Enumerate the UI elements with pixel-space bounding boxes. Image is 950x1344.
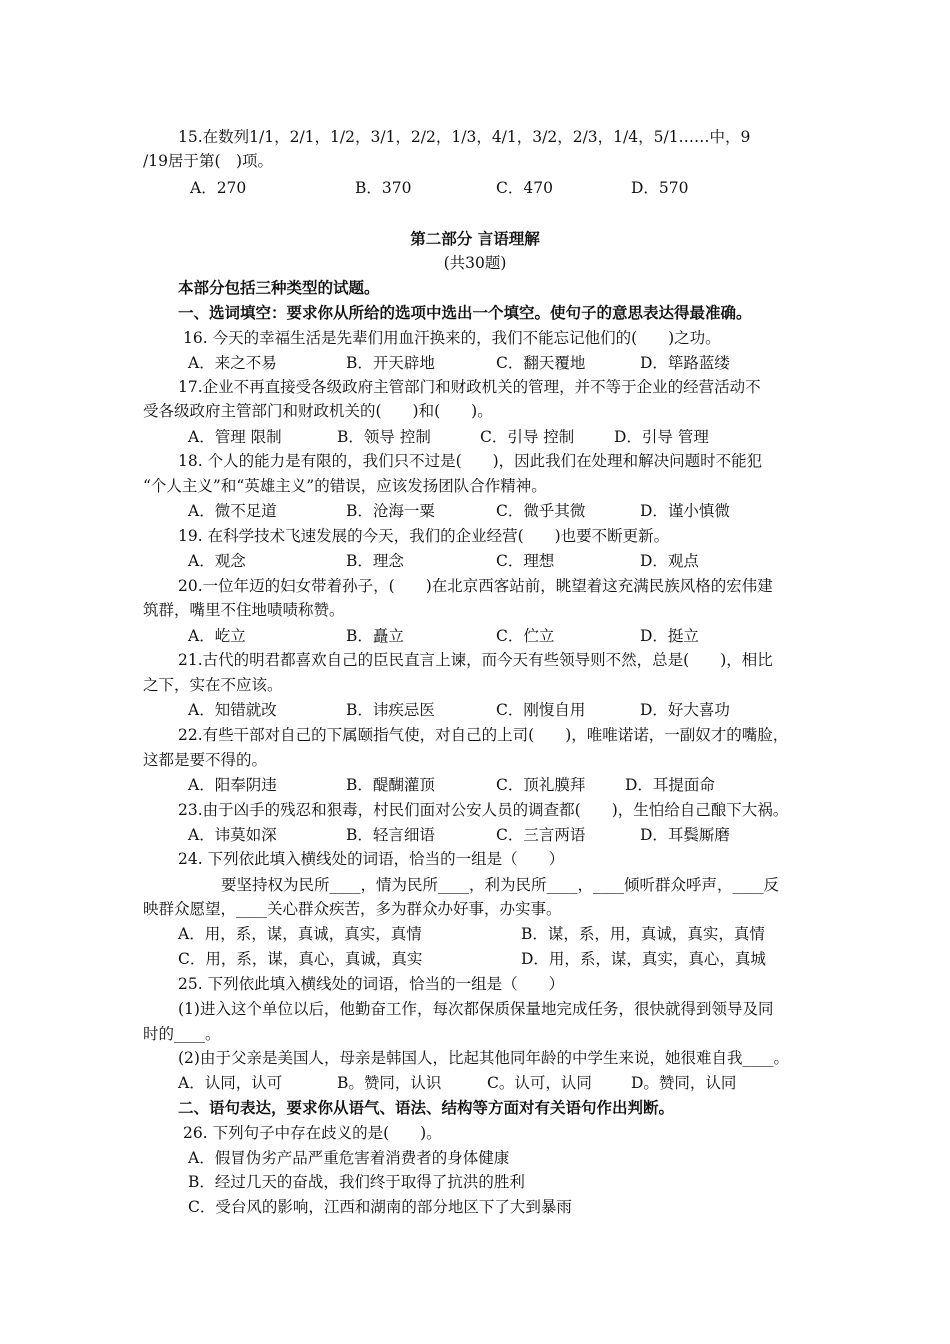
q21-line2: 之下，实在不应该。 — [143, 676, 283, 694]
q22-option-c: C．顶礼膜拜 — [496, 776, 586, 794]
q18-option-d: D．谨小慎微 — [640, 502, 730, 520]
q18-line2: “个人主义”和“英雄主义”的错误，应该发扬团队合作精神。 — [143, 477, 547, 495]
q15-option-d: D．570 — [631, 179, 689, 197]
section-intro: 本部分包括三种类型的试题。 — [178, 278, 380, 297]
q17-option-c: C．引导 控制 — [480, 428, 575, 446]
q23-option-a: A．讳莫如深 — [188, 826, 277, 844]
q25-stem: 25. 下列依此填入横线处的词语，恰当的一组是（ ） — [178, 975, 565, 993]
q16-option-b: B．开天辟地 — [346, 354, 435, 372]
q23-option-b: B．轻言细语 — [346, 826, 435, 844]
q26-option-b: B．经过几天的奋战，我们终于取得了抗洪的胜利 — [188, 1173, 525, 1191]
q24-passage-line1: 要坚持权为民所____，情为民所____，利为民所____，____倾听群众呼声，____反 — [221, 876, 780, 894]
part2-heading: 二、语句表达，要求你从语气、语法、结构等方面对有关语句作出判断。 — [178, 1098, 675, 1117]
q21-option-a: A．知错就改 — [188, 701, 277, 719]
q25-option-a: A．认同，认可 — [178, 1074, 283, 1092]
q20-line2: 筑群，嘴里不住地啧啧称赞。 — [143, 601, 345, 619]
q18-line1: 18. 个人的能力是有限的，我们只不过是( )，因此我们在处理和解决问题时不能犯 — [178, 452, 763, 470]
q16-option-a: A．来之不易 — [188, 354, 277, 372]
q19-option-c: C．理想 — [496, 552, 555, 570]
q24-option-a: A．用，系，谋，真诚，真实，真情 — [178, 925, 422, 943]
q17-option-d: D．引导 管理 — [614, 428, 709, 446]
q24-option-b: B．谋，系，用，真诚，真实，真情 — [521, 925, 765, 943]
q25-sentence1-line1: (1)进入这个单位以后，他勤奋工作，每次都保质保量地完成任务，很快就得到领导及同 — [178, 1000, 774, 1018]
q15-option-a: A．270 — [190, 179, 247, 197]
q20-option-c: C．伫立 — [496, 627, 555, 645]
q26-option-a: A．假冒伪劣产品严重危害着消费者的身体健康 — [188, 1149, 510, 1167]
part1-heading: 一、选词填空：要求你从所给的选项中选出一个填空。使句子的意思表达得最准确。 — [178, 303, 752, 322]
q22-option-d: D．耳提面命 — [625, 776, 715, 794]
q24-option-d: D．用，系，谋，真实，真心，真城 — [521, 950, 766, 968]
q25-option-d: D。赞同，认同 — [631, 1074, 737, 1092]
q23-option-d: D．耳鬓厮磨 — [640, 826, 730, 844]
q20-option-b: B．矗立 — [346, 627, 404, 645]
section-count: (共30题) — [443, 254, 507, 272]
q16-option-c: C．翻天覆地 — [496, 354, 586, 372]
q17-line2: 受各级政府主管部门和财政机关的( )和( )。 — [143, 402, 493, 420]
q23-option-c: C．三言两语 — [496, 826, 586, 844]
q15-line1: 15.在数列1/1，2/1，1/2，3/1，2/2，1/3，4/1，3/2，2/3，1/4，5/1……中，9 — [178, 128, 751, 146]
q21-option-b: B．讳疾忌医 — [346, 701, 435, 719]
q21-option-d: D．好大喜功 — [640, 701, 730, 719]
q19-option-a: A．观念 — [188, 552, 246, 570]
q22-line2: 这都是要不得的。 — [143, 751, 268, 769]
section-title: 第二部分 言语理解 — [410, 229, 540, 248]
q25-sentence2: (2)由于父亲是美国人，母亲是韩国人，比起其他同年龄的中学生来说，她很难自我____。 — [178, 1049, 789, 1067]
q18-option-a: A．微不足道 — [188, 502, 277, 520]
q25-option-b: B。赞同，认识 — [337, 1074, 442, 1092]
q24-stem: 24. 下列依此填入横线处的词语，恰当的一组是（ ） — [178, 850, 565, 868]
q22-option-a: A．阳奉阴违 — [188, 776, 277, 794]
q21-option-c: C．刚愎自用 — [496, 701, 586, 719]
q18-option-c: C．微乎其微 — [496, 502, 586, 520]
q17-option-b: B．领导 控制 — [337, 428, 431, 446]
q26-option-c: C．受台风的影响，江西和湖南的部分地区下了大到暴雨 — [188, 1198, 572, 1216]
q19-option-d: D．观点 — [640, 552, 699, 570]
q17-option-a: A．管理 限制 — [188, 428, 282, 446]
q26-stem: 26. 下列句子中存在歧义的是( )。 — [183, 1124, 442, 1142]
q22-option-b: B．醍醐灌顶 — [346, 776, 435, 794]
q16-stem: 16. 今天的幸福生活是先辈们用血汗换来的，我们不能忘记他们的( )之功。 — [183, 329, 721, 347]
q20-option-d: D．挺立 — [640, 627, 699, 645]
q17-line1: 17.企业不再直接受各级政府主管部门和财政机关的管理，并不等于企业的经营活动不 — [178, 378, 761, 396]
q24-passage-line2: 映群众愿望，____关心群众疾苦，多为群众办好事，办实事。 — [143, 900, 562, 918]
q15-option-b: B．370 — [355, 179, 412, 197]
q15-line2: /19居于第( )项。 — [143, 152, 274, 170]
q20-line1: 20.一位年迈的妇女带着孙子，( )在北京西客站前，眺望着这充满民族风格的宏伟建 — [178, 577, 773, 595]
q18-option-b: B．沧海一粟 — [346, 502, 435, 520]
q24-option-c: C．用，系，谋，真心，真诚，真实 — [178, 950, 423, 968]
q19-option-b: B．理念 — [346, 552, 404, 570]
q25-option-c: C。认可，认同 — [487, 1074, 592, 1092]
q21-line1: 21.古代的明君都喜欢自己的臣民直言上谏，而今天有些领导则不然，总是( )，相比 — [178, 651, 773, 669]
q23-stem: 23.由于凶手的残忍和狠毒，村民们面对公安人员的调查都( )，生怕给自己酿下大祸。 — [178, 801, 789, 819]
q15-option-c: C．470 — [496, 179, 553, 197]
q25-sentence1-line2: 时的____。 — [143, 1025, 221, 1043]
q22-line1: 22.有些干部对自己的下属颐指气使，对自己的上司( )，唯唯诺诺，一副奴才的嘴脸， — [178, 726, 789, 744]
q20-option-a: A．屹立 — [188, 627, 246, 645]
q19-stem: 19. 在科学技术飞速发展的今天，我们的企业经营( )也要不断更新。 — [178, 527, 670, 545]
q16-option-d: D．筚路蓝缕 — [640, 354, 730, 372]
